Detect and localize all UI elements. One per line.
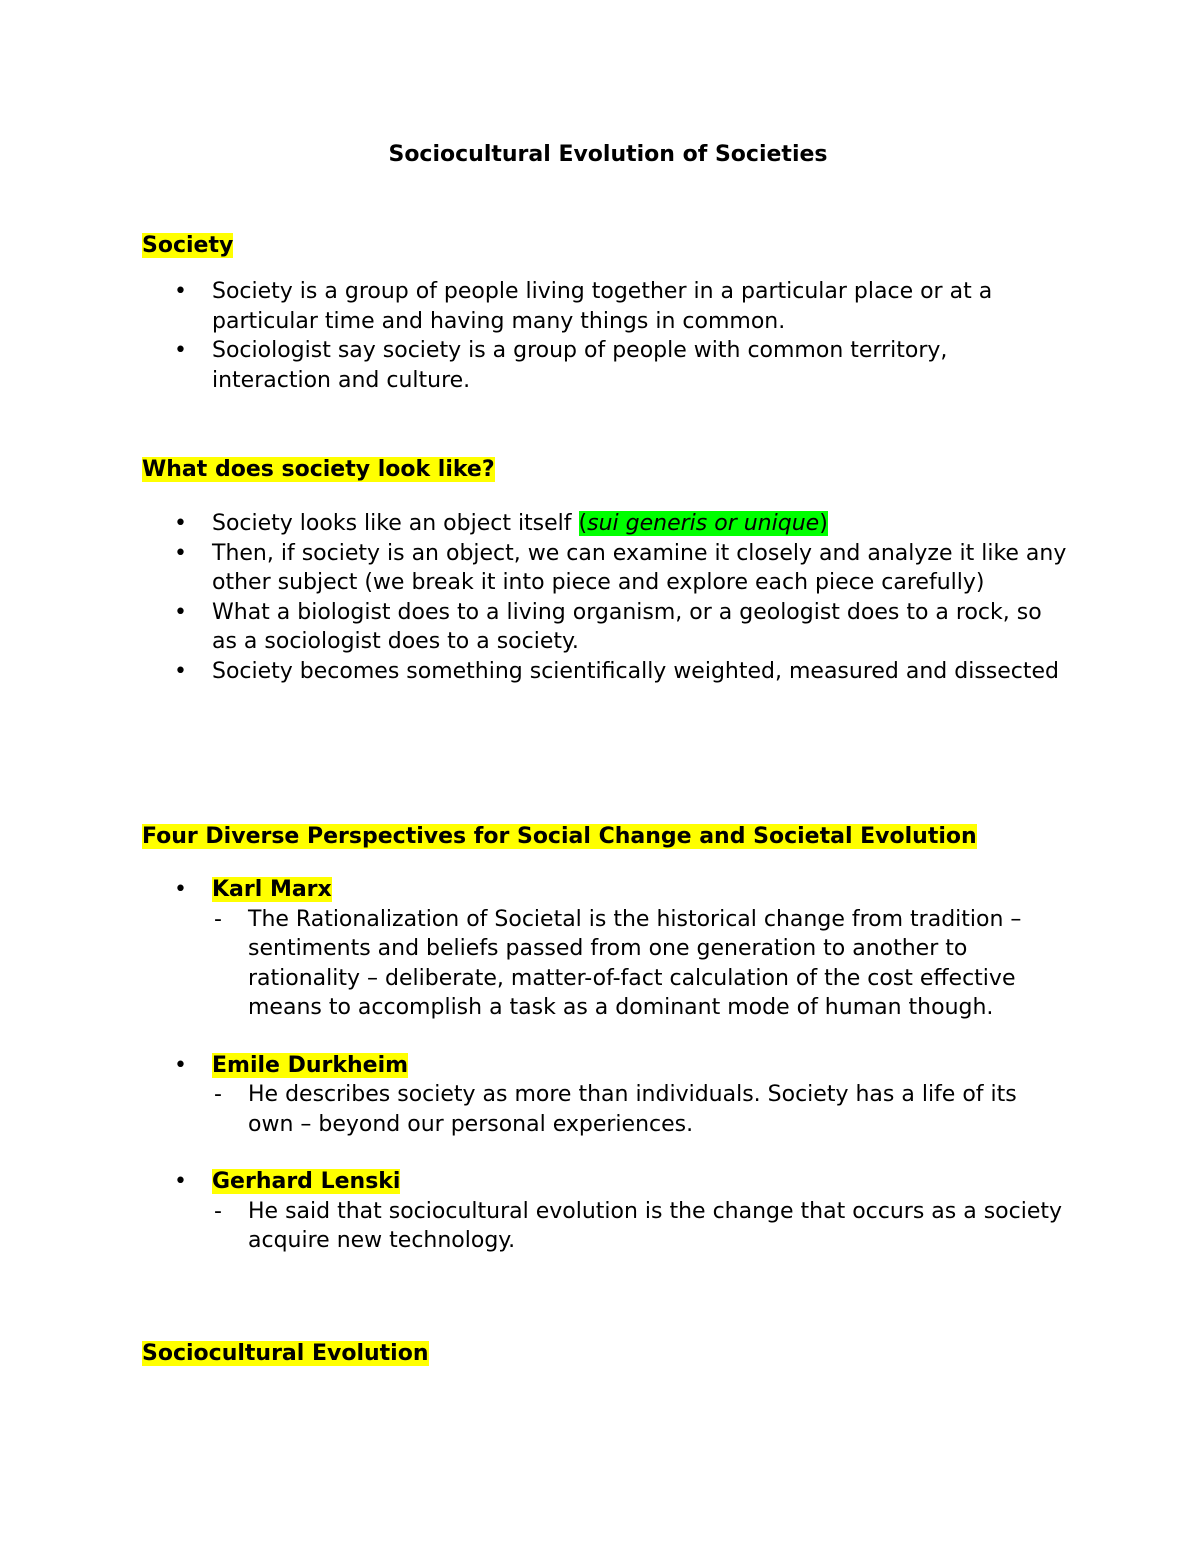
bullet-icon: • <box>174 338 187 363</box>
heading-sociocultural <box>142 1339 429 1369</box>
dash-icon: - <box>214 906 222 932</box>
detail-text: He said that sociocultural evolution is the change that occurs as a society acquire new technology. <box>248 1198 1063 1253</box>
heading-society <box>142 231 233 261</box>
heading-perspectives-text: Four Diverse Perspectives for Social Change and Societal Evolution <box>142 824 977 849</box>
bullet-icon: • <box>174 599 187 625</box>
list-item-text: Society becomes something scientifically weighted, measured and dissected <box>212 658 1060 684</box>
document-title: Sociocultural Evolution of Societies <box>388 142 828 167</box>
bullet-icon: • <box>174 877 187 902</box>
bullet-icon: • <box>174 658 187 684</box>
list-item-text: Then, if society is an object, we can examine it closely and analyze it like any other subject (we break it into piece and explore each piece carefully) <box>212 540 1067 595</box>
bullet-icon: • <box>174 1052 187 1078</box>
list-item-text: Society looks like an object itself <box>212 511 579 536</box>
list-item <box>142 598 1072 657</box>
durkheim-detail <box>142 1080 1068 1139</box>
paren-close: ) <box>819 511 828 536</box>
heading-look-like-text: What does society look like? <box>142 457 495 482</box>
dash-icon: - <box>214 1082 222 1107</box>
heading-look-like <box>142 455 495 485</box>
perspectives-list <box>142 875 1072 1256</box>
bullet-icon: • <box>174 1169 187 1194</box>
list-item <box>142 509 1072 539</box>
list-item-text: Sociologist say society is a group of people with common territory, interaction and culture. <box>212 338 948 393</box>
bullet-icon: • <box>174 540 187 566</box>
list-item <box>142 336 1072 395</box>
list-item <box>142 539 1072 598</box>
person-name-marx: Karl Marx <box>212 877 332 902</box>
detail-text: He describes society as more than individuals. Society has a life of its own – beyond our personal experiences. <box>248 1082 1017 1137</box>
heading-perspectives <box>142 822 977 852</box>
person-name-durkheim: Emile Durkheim <box>212 1052 409 1078</box>
dash-icon: - <box>214 1198 222 1224</box>
look-like-bullet-list <box>142 509 1072 686</box>
list-item <box>142 657 1072 687</box>
list-item <box>142 277 1072 336</box>
list-item <box>142 875 1072 905</box>
detail-text: The Rationalization of Societal is the historical change from tradition – sentiments and beliefs passed from one generation to another to rationality – deliberate, matter-of-fact calculation of the cost effective means to accomplish a task as a dominant mode of human though. <box>248 906 1022 1020</box>
list-item <box>142 1167 1072 1197</box>
marx-detail <box>142 905 1068 1023</box>
sui-generis-highlight <box>579 511 828 536</box>
list-item <box>142 1051 1072 1081</box>
lenski-detail <box>142 1197 1068 1256</box>
list-item-text: What a biologist does to a living organism, or a geologist does to a rock, so as a sociologist does to a society. <box>212 599 1042 654</box>
bullet-icon: • <box>174 511 187 536</box>
heading-sociocultural-text: Sociocultural Evolution <box>142 1341 429 1366</box>
person-name-lenski: Gerhard Lenski <box>212 1169 401 1194</box>
bullet-icon: • <box>174 279 187 304</box>
sui-generis-text: sui generis or unique <box>587 511 820 536</box>
paren-open: ( <box>578 511 588 536</box>
list-item-text: Society is a group of people living together in a particular place or at a particular time and having many things in common. <box>212 279 993 334</box>
society-bullet-list <box>142 277 1072 395</box>
heading-society-text: Society <box>142 233 234 258</box>
